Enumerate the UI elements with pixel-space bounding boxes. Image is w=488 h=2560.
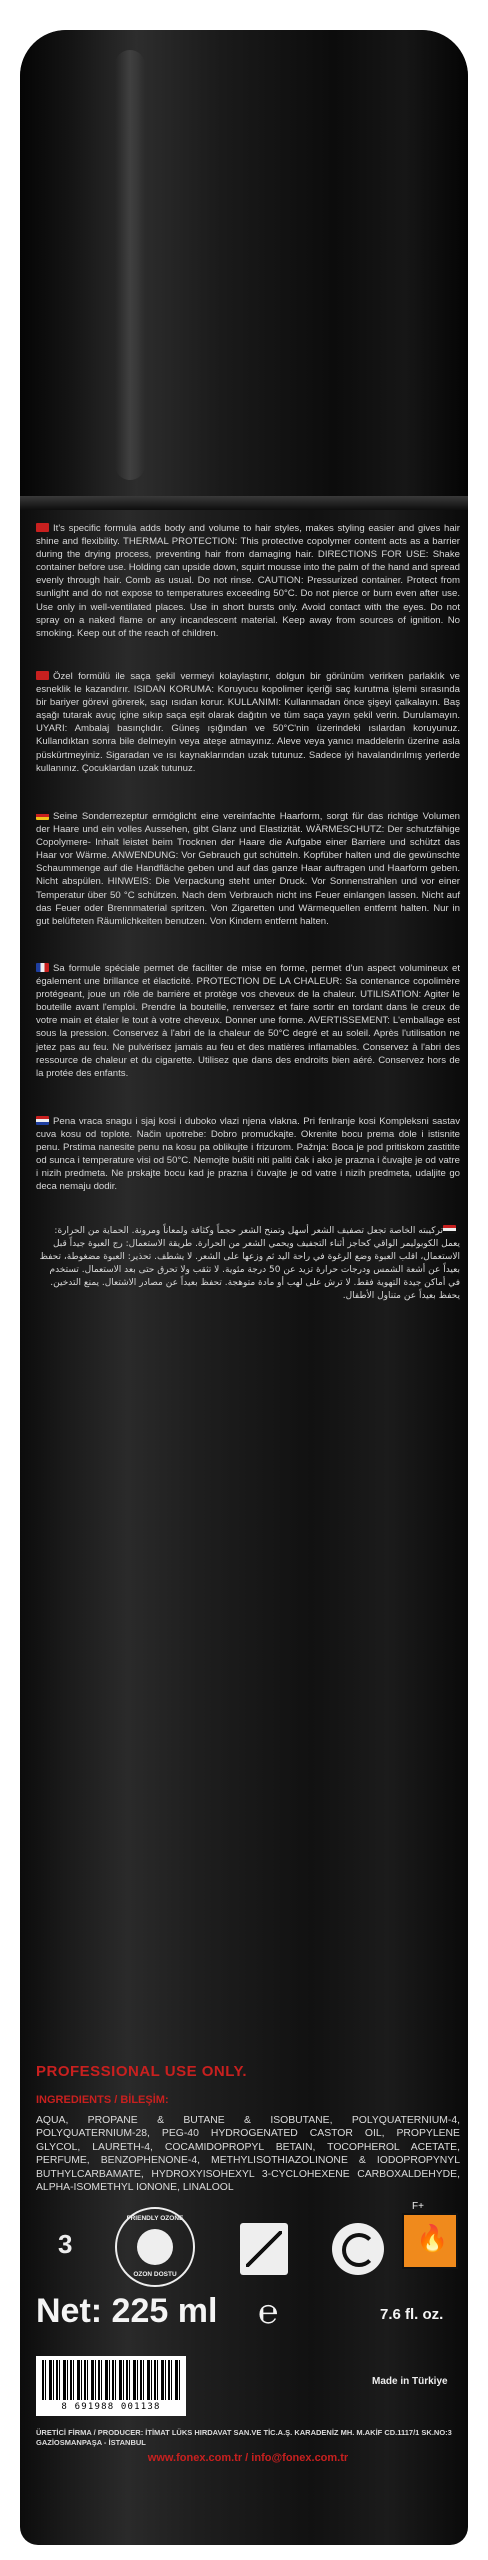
- text-hr: [36, 1115, 460, 1194]
- globe-icon: [137, 2229, 173, 2265]
- flammable-icon: [402, 2213, 458, 2269]
- text-en: [36, 522, 460, 640]
- ozone-friendly-icon: [115, 2207, 195, 2287]
- flammable-mark: F+: [412, 2201, 424, 2212]
- barcode-bars: [42, 2360, 180, 2400]
- barcode: [36, 2356, 186, 2416]
- professional-use-label: PROFESSIONAL USE ONLY.: [36, 2063, 248, 2080]
- text-ar-body: تركيبته الخاصة تجعل تصفيف الشعر أسهل وتمنح الشعر حجماً وكثافة ولمعاناً ومرونة. الحماية من الحرارة: يعمل الكوبوليمر الواقي كحاجز أثناء التجفيف ويحمي الشعر من الحرارة. طريقة الاستعمال: رج العبوة جيداً قبل الاستعمال، اقلب العبوة وضع الرغوة في راحة اليد ثم وزعها على الشعر. لا يشطف. تحذير: العبوة مضغوطة، تحفظ بعيداً عن أشعة الشمس ودرجات حرارة تزيد عن 50 درجة مئوية. لا تثقب ولا تحرق حتى بعد الاستعمال. تستخدم في أماكن جيدة التهوية فقط. لا ترش على لهب أو مادة متوهجة. تحفظ بعيداً عن مصادر الاشتعال. يمنع التدخين. يحفظ بعيداً عن متناول الأطفال.: [39, 1226, 460, 1302]
- can-cap: [20, 30, 468, 500]
- website-email: www.fonex.com.tr / info@fonex.com.tr: [147, 2452, 349, 2464]
- text-hr-body: Pena vraca snagu i sjaj kosi i duboko vlazi njena vlakna. Pri fenlranje kosi Kompleksni sastav cuva kosu od toplote. Način upotrebe: Dobro promućkajte. Okrenite bocu prema dole i istisnite penu. Prstima nanesite penu na kosu pa oblikujte i frizurom. Pažnja: Boca je pod pritiskom zastitite od sunca i temperature visi od 50°C. Nemojte bušiti niti paliti čak i ako je prazna i čuvajte je od vatre i nizih predmeta. Ne prskajte bocu kad je prazna i čuvajte je od vatre i nizih predmeta, udaljite go deca nemaju dodir.: [36, 1116, 460, 1193]
- flag-tr-icon: [36, 671, 49, 680]
- text-de: [36, 810, 460, 928]
- recycle-arrows-icon: [332, 2223, 384, 2275]
- spray-can: [20, 30, 468, 2545]
- flag-fr-icon: [36, 963, 49, 972]
- cap-rim: [20, 496, 468, 510]
- ingredients-list: AQUA, PROPANE & BUTANE & ISOBUTANE, POLYQUATERNIUM-4, POLYQUATERNIUM-28, PEG-40 HYDROGENATED CASTOR OIL, PROPYLENE GLYCOL, LAURETH-4, COCAMIDOPROPYL BETAIN, TOCOPHEROL ACETATE, PERFUME, BENZOPHENONE-4, METHYLISOTHIAZOLINONE & IODOPROPYNYL BUTHYLCARBAMATE, HYDROXYISOHEXYL 3-CYCLOHEXENE CARBOXALDEHYDE, ALPHA-ISOMETHYL IONONE, LINALOOL: [36, 2115, 460, 2194]
- symbols-row: [20, 2201, 468, 2295]
- barcode-number: 8 691988 001138: [61, 2402, 161, 2412]
- text-tr-body: Özel formülü ile saça şekil vermeyi kolaylaştırır, dolgun bir görünüm verirken parlaklık ve esneklik le kazandırır. ISIDAN KORUMA: Koruyucu kopolimer içeriği saç kurutma işlemi sırasında bir bariyer görevi görerek, saçı ısıdan korur. KULLANIMI: Kullanmadan önce şişeyi çalkalayın. Baş aşağı tutarak avuç içine sıkıp saça eşit olarak dağıtın ve tüm saça yayın şekil verin. Durulamayın. UYARI: Ambalaj basınçlıdır. Güneş ışığından ve 50°C'nin üzerindeki ısılardan koruyunuz. Kullandıktan sonra bile delmeyin veya ateşe atmayınız. Aleve veya yanıcı maddelerin üzerine asla püskürtmeyiniz. Sigaradan ve ısı kaynaklarından uzak tutunuz. Sadece iyi havalandırılmış yerlerde kullanınız. Çocuklardan uzak tutunuz.: [36, 671, 460, 774]
- net-volume: Net: 225 ml: [36, 2292, 218, 2330]
- made-in-label: Made in Türkiye: [372, 2376, 448, 2387]
- recycle-number: 3: [58, 2229, 73, 2259]
- e-mark-icon: ℮: [258, 2292, 279, 2332]
- flag-en-icon: [36, 523, 49, 532]
- text-en-body: It's specific formula adds body and volume to hair styles, makes styling easier and gives hair shine and flexibility. THERMAL PROTECTION: This protective copolymer content acts as a barrier during the drying process, preventing hair from damaging hair. DIRECTIONS FOR USE: Shake container before use. Holding can upside down, squirt mousse into the palm of the hand and spread evenly through hair. Comb as usual. Do not rinse. CAUTION: Pressurized container. Protect from sunlight and do not expose to temperatures exceeding 50°C. Do not pierce or burn even after use. Use only in well-ventilated places. Use in short bursts only. Avoid contact with the eyes. Do not spray on a naked flame or any incandescent material. Keep away from sources of ignition. No smoking. Keep out of the reach of children.: [36, 523, 460, 639]
- ozone-bottom-label: OZON DOSTU: [133, 2271, 177, 2278]
- ozone-top-label: FRIENDLY OZONE: [126, 2215, 184, 2222]
- fl-oz-volume: 7.6 fl. oz.: [380, 2306, 444, 2323]
- flag-ar-icon: [443, 1225, 456, 1234]
- text-ar: [36, 1225, 460, 1304]
- trash-bin-icon: [240, 2223, 288, 2275]
- text-fr-body: Sa formule spéciale permet de faciliter de mise en forme, permet d'un aspect volumineux et également une brillance et élacticité. PROTECTION DE LA CHALEUR: Sa contenance copolimère protégeant, joue un rôle de barrière et protège vos cheveux de la chaleur. UTILISATION: Agiter le bouteille avant l'emploi. Prendre la bouteille, renversez et faire sortir en tordant dans le creux de votre main et étaler le tout à votre cheveux. Donner une forme. AVERTISSEMENT: L'emballage est sous la pression. Conservez à l'abri de la chaleur de 50°C degré et au soleil. Après l'utilisation ne jetez pas au feu. Ne pulvérisez jamais au feu et des matières inflamables. Conservez à l'abri des ressource de chaleur et du cigarette. Utilisez que dans des endroits bien aéré. Conservez hors de la protée des enfants.: [36, 963, 460, 1079]
- ingredients-heading: INGREDIENTS / BİLEŞİM:: [36, 2094, 169, 2106]
- flag-hr-icon: [36, 1116, 49, 1125]
- text-de-body: Seine Sonderrezeptur ermöglicht eine vereinfachte Haarform, sorgt für das richtige Volumen der Haare und ein volles Aussehen, gibt Glanz und Elastizität. WÄRMESCHUTZ: Der schutzfähige Copolymere- Inhalt leistet beim Trocknen der Haare die Aufgabe einer Barriere und schützt das Haar vor Wärme. ANWENDUNG: Vor Gebrauch gut schütteln. Kopfüber halten und die gewünschte Schaummenge auf die Handfläche geben und auf das ganze Haar auftragen und Haarform geben. Nicht abspülen. HINWEIS: Die Verpackung steht unter Druck. Vor Sonnenstrahlen und vor einer Temperatur über 50 °C schützen. Nach dem Verbrauch nicht ins Feuer einlangen lassen. Nicht auf das Feuer oder Brennmaterial spritzen. Von Zigaretten und Wärmequellen entfernt halten. Nur in gut belüfteten Räumlichkeiten benutzen. Von Kindern entfernt halten.: [36, 811, 460, 927]
- text-fr: [36, 962, 460, 1080]
- text-tr: [36, 670, 460, 775]
- flag-de-icon: [36, 811, 49, 820]
- producer-info: ÜRETİCİ FİRMA / PRODUCER: İTİMAT LÜKS HIRDAVAT SAN.VE TİC.A.Ş. KARADENİZ MH. M.AKİF CD.1117/1 SK.NO:3 GAZİOSMANPAŞA - İSTANBUL: [36, 2428, 452, 2447]
- cap-highlight: [115, 50, 145, 480]
